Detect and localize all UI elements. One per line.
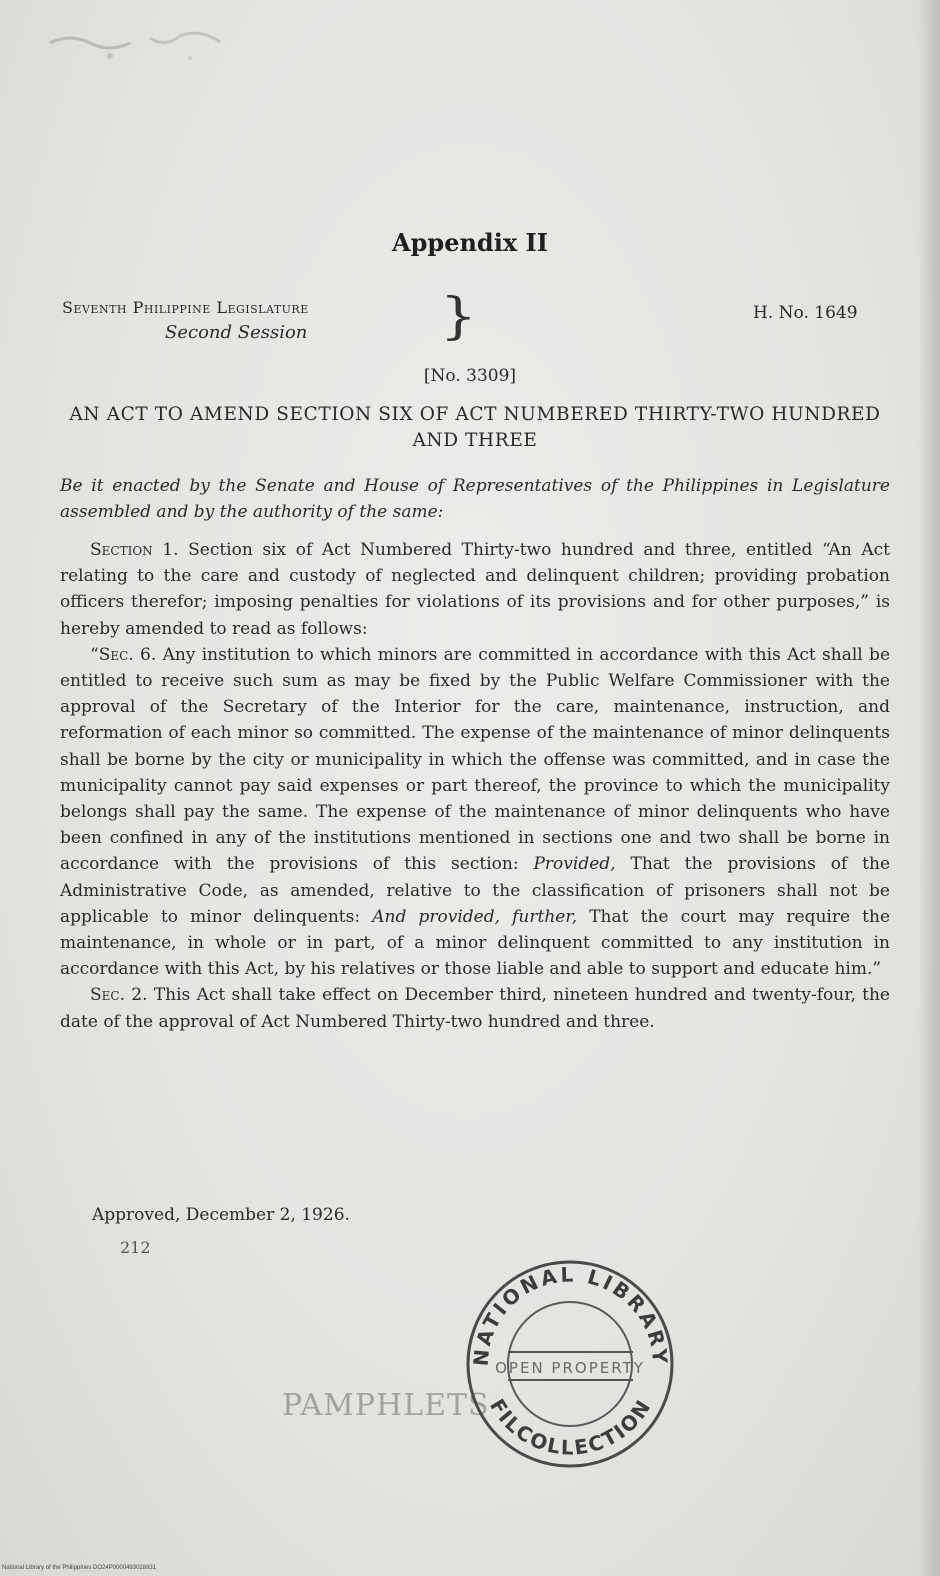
act-number: [No. 3309] [423, 366, 517, 386]
provided-label: Provided, [533, 854, 616, 875]
section-6-text-3: That the court may require the maintenance, in whole or in part, of a minor delinquent committed to any institution in accordance with this Act, by his relatives or those liable and able to support and educate him.” [60, 906, 891, 980]
section-2 [60, 982, 890, 1034]
legislature-label: Seventh Philippine Legislature [62, 298, 309, 317]
appendix-heading: Appendix II [392, 228, 548, 257]
section-1-text: Section six of Act Numbered Thirty-two hundred and three, entitled “An Act relating to the care and custody of neglected and delinquent children; providing probation officers therefor; imposing penalties for violations of its provisions and for other purposes,” is hereby amended to read as follows: [60, 540, 891, 639]
library-stamp [458, 1252, 683, 1477]
act-body [60, 537, 890, 1035]
page-number: 212 [120, 1238, 151, 1257]
stamp-middle-text: OPEN PROPERTY [495, 1359, 645, 1377]
section-2-label: Sec. 2. [90, 985, 148, 1006]
section-6-text-1: Any institution to which minors are committed in accordance with this Act shall be entitled to receive such sum as may be fixed by the Public Welfare Commissioner with the approval of the Secretary of the Interior for the care, maintenance, instruction, and reformation of each minor so committed. The expense of the maintenance of minor delinquents shall be borne by the city or municipality in which the offense was committed, and in case the municipality cannot pay said expenses or part thereof, the province to which the municipality belongs shall pay the same. The expense of the maintenance of minor delinquents who have been confined in any of the institutions mentioned in sections one and two shall be borne in accordance with the provisions of this section: [60, 644, 891, 875]
ink-smudge [40, 18, 260, 68]
pamphlets-overprint: PAMPHLETS [282, 1388, 490, 1423]
brace-icon: } [440, 287, 477, 345]
stamp-top-text: NATIONAL LIBRARY [468, 1262, 673, 1368]
act-title: AN ACT TO AMEND SECTION SIX OF ACT NUMBERED THIRTY-TWO HUNDRED AND THREE [69, 404, 881, 451]
section-1 [60, 537, 890, 642]
house-number: H. No. 1649 [753, 303, 858, 323]
provided-further-label: And provided, further, [372, 906, 578, 927]
section-6-label: “Sec. 6. [90, 644, 157, 665]
section-6-text-2: That the provisions of the Administrative Code, as amended, relative to the classification of prisoners shall not be applicable to minor delinquents: [60, 854, 891, 927]
section-6-quoted [60, 642, 890, 983]
stamp-bottom-text: FILCOLLECTION [484, 1394, 657, 1460]
session-label: Second Session [165, 322, 308, 343]
section-1-label: Section 1. [90, 540, 179, 560]
scan-footer: National Library of the Philippines DO24P0000493028931 [2, 1565, 157, 1571]
section-2-text: This Act shall take effect on December third, nineteen hundred and twenty-four, the date of the approval of Act Numbered Thirty-two hundred and three. [60, 985, 890, 1032]
enacting-clause: Be it enacted by the Senate and House of Representatives of the Philippines in Legislature assembled and by the authority of the same: [60, 476, 890, 522]
approval-date: Approved, December 2, 1926. [92, 1205, 350, 1225]
